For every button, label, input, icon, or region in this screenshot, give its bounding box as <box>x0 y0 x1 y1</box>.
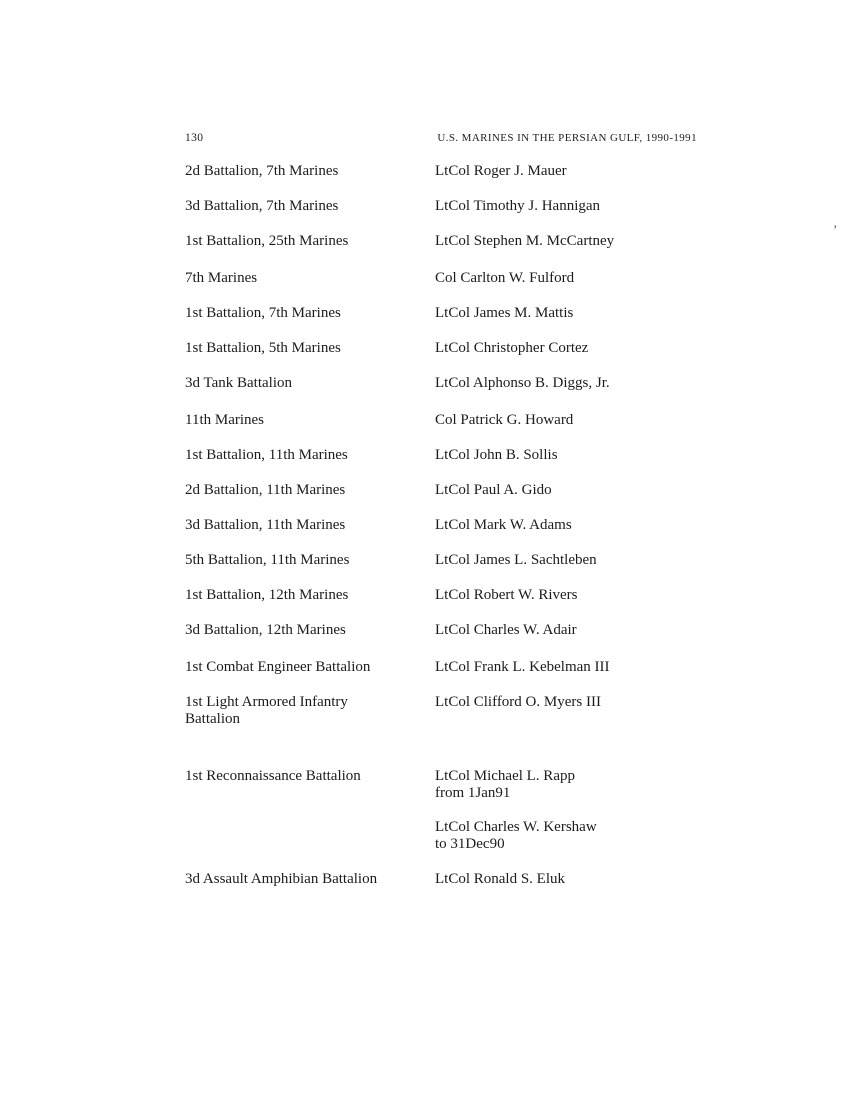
unit-name-line: 1st Battalion, 11th Marines <box>185 447 348 463</box>
commander-name-line: Col Carlton W. Fulford <box>435 270 575 286</box>
unit-name <box>185 198 435 215</box>
unit-name <box>185 340 435 357</box>
commander-cell <box>435 482 745 499</box>
unit-group <box>185 659 745 728</box>
unit-name-line: 7th Marines <box>185 270 258 286</box>
unit-name <box>185 517 435 534</box>
commander-name-line: LtCol Ronald S. Eluk <box>435 871 566 887</box>
commander-name <box>435 340 745 357</box>
commander-name-line: LtCol James L. Sachtleben <box>435 552 597 568</box>
unit-name-line: 2d Battalion, 11th Marines <box>185 482 346 498</box>
roster-row <box>185 622 745 639</box>
unit-name <box>185 694 435 728</box>
roster-row <box>185 552 745 569</box>
unit-group <box>185 270 745 392</box>
roster-row <box>185 163 745 180</box>
unit-name <box>185 233 435 250</box>
commander-name-line: LtCol Charles W. Adair <box>435 622 577 638</box>
unit-name-line: 11th Marines <box>185 412 265 428</box>
commander-cell <box>435 163 745 180</box>
commander-cell <box>435 552 745 569</box>
commander-name <box>435 482 745 499</box>
commander-name-line: LtCol James M. Mattis <box>435 305 574 321</box>
commander-name <box>435 694 745 711</box>
unit-group <box>185 768 745 888</box>
commander-name <box>435 622 745 639</box>
unit-name-line: Battalion <box>185 711 240 727</box>
commander-cell <box>435 305 745 322</box>
commander-name <box>435 587 745 604</box>
commander-name-line: LtCol Christopher Cortez <box>435 340 589 356</box>
page-number: 130 <box>185 132 204 144</box>
unit-name <box>185 659 435 676</box>
commander-cell <box>435 412 745 429</box>
roster-row <box>185 233 745 250</box>
commander-cell <box>435 517 745 534</box>
roster <box>185 163 745 906</box>
commander-name <box>435 871 745 888</box>
commander-name-line: LtCol Alphonso B. Diggs, Jr. <box>435 375 610 391</box>
unit-name-line: 3d Battalion, 7th Marines <box>185 198 339 214</box>
commander-name <box>435 819 745 853</box>
commander-name-line: LtCol Stephen M. McCartney <box>435 233 615 249</box>
commander-name-line: LtCol John B. Sollis <box>435 447 558 463</box>
unit-name <box>185 163 435 180</box>
roster-row <box>185 305 745 322</box>
commander-cell <box>435 270 745 287</box>
commander-name <box>435 198 745 215</box>
commander-cell <box>435 659 745 676</box>
unit-name <box>185 270 435 287</box>
commander-cell <box>435 587 745 604</box>
commander-name-line: LtCol Robert W. Rivers <box>435 587 578 603</box>
roster-row <box>185 270 745 287</box>
unit-name-line: 3d Assault Amphibian Battalion <box>185 871 378 887</box>
commander-name-line: LtCol Clifford O. Myers III <box>435 694 601 710</box>
commander-name <box>435 270 745 287</box>
roster-row <box>185 482 745 499</box>
commander-name <box>435 163 745 180</box>
unit-group <box>185 163 745 250</box>
commander-name-line: LtCol Michael L. Rapp <box>435 768 575 784</box>
commander-name-line: LtCol Timothy J. Hannigan <box>435 198 601 214</box>
commander-name <box>435 552 745 569</box>
unit-name <box>185 587 435 604</box>
commander-name-line: LtCol Paul A. Gido <box>435 482 552 498</box>
running-title: U.S. MARINES IN THE PERSIAN GULF, 1990-1991 <box>437 132 697 144</box>
roster-row <box>185 517 745 534</box>
unit-name-line: 3d Battalion, 11th Marines <box>185 517 346 533</box>
roster-row <box>185 768 745 853</box>
roster-row <box>185 375 745 392</box>
commander-name-line: LtCol Mark W. Adams <box>435 517 572 533</box>
commander-cell <box>435 375 745 392</box>
roster-row <box>185 412 745 429</box>
commander-cell <box>435 768 745 853</box>
unit-name-line: 1st Combat Engineer Battalion <box>185 659 371 675</box>
unit-name <box>185 622 435 639</box>
roster-row <box>185 587 745 604</box>
running-header <box>185 132 697 144</box>
roster-row <box>185 198 745 215</box>
roster-row <box>185 694 745 728</box>
commander-cell <box>435 233 745 250</box>
commander-name <box>435 305 745 322</box>
roster-row <box>185 659 745 676</box>
unit-name-line: 1st Light Armored Infantry <box>185 694 348 710</box>
unit-group <box>185 412 745 639</box>
commander-cell <box>435 694 745 728</box>
commander-cell <box>435 198 745 215</box>
commander-cell <box>435 447 745 464</box>
unit-name-line: 3d Battalion, 12th Marines <box>185 622 346 638</box>
unit-name-line: 1st Reconnaissance Battalion <box>185 768 361 784</box>
commander-cell <box>435 340 745 357</box>
commander-name-line: to 31Dec90 <box>435 836 505 852</box>
unit-name-line: 3d Tank Battalion <box>185 375 292 391</box>
unit-name <box>185 305 435 322</box>
commander-cell <box>435 871 745 888</box>
unit-name-line: 5th Battalion, 11th Marines <box>185 552 350 568</box>
commander-name <box>435 412 745 429</box>
roster-row <box>185 447 745 464</box>
commander-name-line: LtCol Charles W. Kershaw <box>435 819 597 835</box>
commander-name <box>435 768 745 802</box>
unit-name-line: 1st Battalion, 12th Marines <box>185 587 349 603</box>
commander-name-line: LtCol Roger J. Mauer <box>435 163 567 179</box>
commander-name <box>435 447 745 464</box>
commander-name-line: from 1Jan91 <box>435 785 511 801</box>
unit-name <box>185 871 435 888</box>
unit-name <box>185 412 435 429</box>
roster-row <box>185 871 745 888</box>
unit-name-line: 1st Battalion, 25th Marines <box>185 233 349 249</box>
commander-name <box>435 659 745 676</box>
roster-row <box>185 340 745 357</box>
unit-name-line: 1st Battalion, 7th Marines <box>185 305 341 321</box>
unit-name <box>185 768 435 853</box>
unit-name <box>185 552 435 569</box>
commander-name <box>435 517 745 534</box>
unit-name <box>185 482 435 499</box>
commander-name <box>435 375 745 392</box>
scan-artifact-mark: ’ <box>833 222 838 237</box>
commander-name-line: Col Patrick G. Howard <box>435 412 574 428</box>
unit-name <box>185 447 435 464</box>
unit-name-line: 2d Battalion, 7th Marines <box>185 163 339 179</box>
commander-name-line: LtCol Frank L. Kebelman III <box>435 659 610 675</box>
commander-cell <box>435 622 745 639</box>
unit-name-line: 1st Battalion, 5th Marines <box>185 340 341 356</box>
commander-name <box>435 233 745 250</box>
unit-name <box>185 375 435 392</box>
